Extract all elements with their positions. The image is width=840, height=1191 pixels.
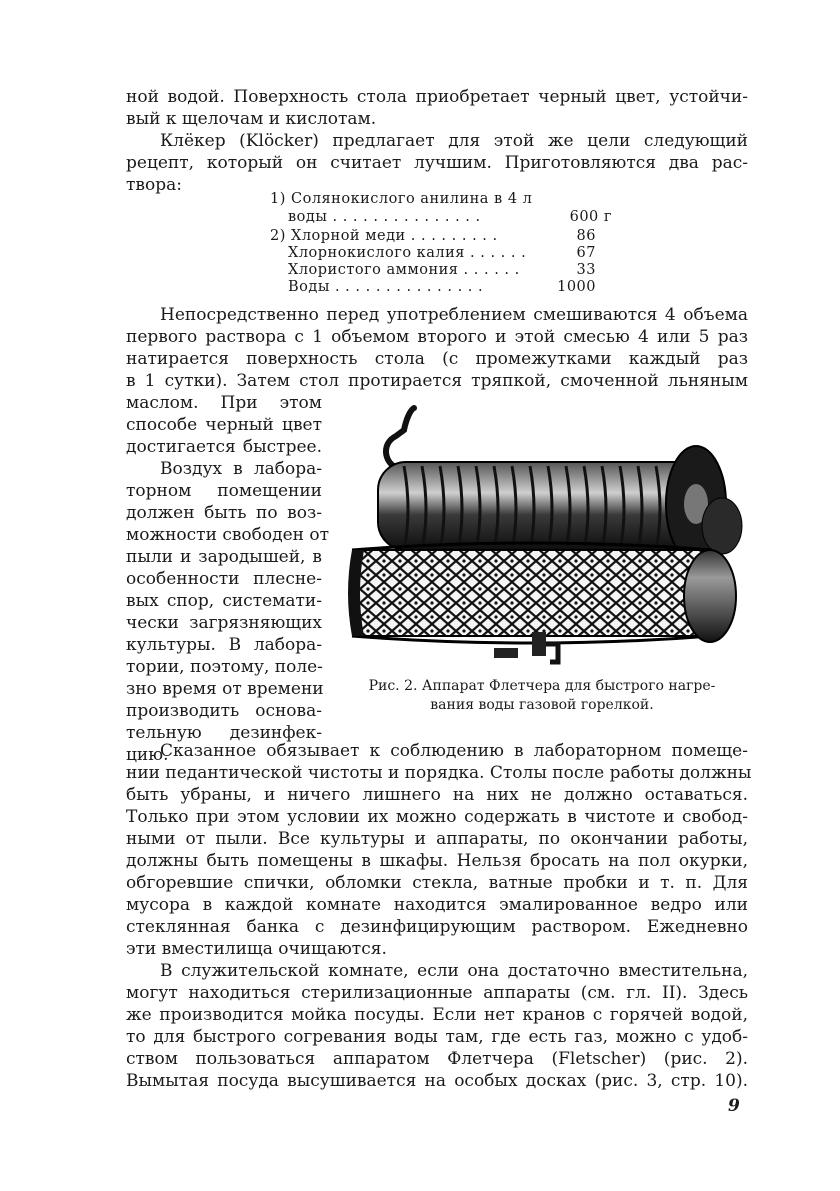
text-line: Только при этом условии их можно содержать в чистоте и свобод- — [126, 807, 748, 827]
text-line: натирается поверхность стола (с промежутками каждый раз — [126, 349, 748, 369]
text-line: Воздух в лабора- — [160, 459, 322, 479]
text-line: Вымытая посуда высушивается на особых досках (рис. 3, стр. 10). — [126, 1071, 748, 1091]
text-line: ной водой. Поверхность стола приобретает черный цвет, устойчи- — [126, 87, 748, 107]
text-line: зно время от времени — [126, 679, 324, 699]
recipe-amount: 33 — [576, 262, 596, 278]
recipe-row — [288, 208, 612, 226]
text-line: в 1 сутки). Затем стол протирается тряпкой, смоченной льняным — [126, 371, 748, 391]
text-line: обгоревшие спички, обломки стекла, ватные пробки и т. п. Для — [126, 873, 748, 893]
text-line: торном помещении — [126, 481, 322, 501]
text-line: достигается быстрее. — [126, 437, 322, 457]
text-line: цию. — [126, 745, 169, 765]
fletcher-apparatus-illustration — [344, 400, 744, 672]
text-line: можности свободен от — [126, 525, 330, 545]
text-line: тории, поэтому, поле- — [126, 657, 323, 677]
text-line: должен быть по воз- — [126, 503, 322, 523]
recipe-item: Воды . . . . . . . . . . . . . . . — [288, 279, 484, 295]
text-line: должны быть помещены в шкафы. Нельзя бросать на пол окурки, — [126, 851, 748, 871]
text-line: Сказанное обязывает к соблюдению в лабораторном помеще- — [160, 741, 748, 761]
text-line: ными от пыли. Все культуры и аппараты, по окончании работы, — [126, 829, 748, 849]
recipe-row — [270, 190, 596, 208]
text-line: вых спор, системати- — [126, 591, 322, 611]
text-line: эти вместилища очищаются. — [126, 939, 387, 959]
text-line: пыли и зародышей, в — [126, 547, 322, 567]
recipe-row — [288, 244, 596, 262]
recipe-row — [288, 261, 596, 279]
text-line: рецепт, который он считает лучшим. Приготовляются два рас- — [126, 153, 748, 173]
recipe-amount: 67 — [576, 245, 596, 261]
text-line: ством пользоваться аппаратом Флетчера (Fletscher) (рис. 2). — [126, 1049, 748, 1069]
text-line: чески загрязняющих — [126, 613, 322, 633]
text-line: то для быстрого согревания воды там, где есть газ, можно с удоб- — [126, 1027, 748, 1047]
recipe-item: Хлорнокислого калия . . . . . . — [288, 245, 527, 261]
text-line: вый к щелочам и кислотам. — [126, 109, 377, 129]
figure-caption — [336, 677, 748, 715]
recipe-item: воды . . . . . . . . . . . . . . . — [288, 209, 481, 225]
recipe-amount: 86 — [576, 228, 596, 244]
recipe-item: 2) Хлорной меди . . . . . . . . . — [270, 228, 498, 244]
recipe-row — [270, 227, 596, 245]
text-line: стеклянная банка с дезинфицирующим раствором. Ежедневно — [126, 917, 748, 937]
text-line: культуры. В лабора- — [126, 635, 322, 655]
text-line: первого раствора с 1 объемом второго и этой смесью 4 или 5 раз — [126, 327, 748, 347]
text-line: Непосредственно перед употреблением смешиваются 4 объема — [160, 305, 748, 325]
recipe-item: 1) Солянокислого анилина в 4 л — [270, 191, 533, 207]
page-number: 9 — [728, 1096, 740, 1116]
text-line: нии педантической чистоты и порядка. Столы после работы должны — [126, 763, 752, 783]
text-line: могут находиться стерилизационные аппараты (см. гл. II). Здесь — [126, 983, 748, 1003]
text-line: В служительской комнате, если она достаточно вместительна, — [160, 961, 748, 981]
text-line: особенности плесне- — [126, 569, 322, 589]
text-line: Клёкер (Klöcker) предлагает для этой же цели следующий — [160, 131, 748, 151]
recipe-item: Хлористого аммония . . . . . . — [288, 262, 520, 278]
recipe-amount: 600 г — [569, 209, 612, 225]
recipe-row — [288, 278, 596, 296]
figure-caption-line: Рис. 2. Аппарат Флетчера для быстрого нагре- — [368, 678, 716, 694]
text-line: маслом. При этом — [126, 393, 322, 413]
recipe-amount: 1000 — [557, 279, 596, 295]
figure-caption-line: вания воды газовой горелкой. — [430, 697, 654, 713]
text-line: же производится мойка посуды. Если нет кранов с горячей водой, — [126, 1005, 748, 1025]
text-line: производить основа- — [126, 701, 322, 721]
text-line: быть убраны, и ничего лишнего на них не должно оставаться. — [126, 785, 748, 805]
text-line: твора: — [126, 175, 182, 195]
text-line: способе черный цвет — [126, 415, 322, 435]
text-line: мусора в каждой комнате находится эмалированное ведро или — [126, 895, 748, 915]
text-line: тельную дезинфек- — [126, 723, 322, 743]
